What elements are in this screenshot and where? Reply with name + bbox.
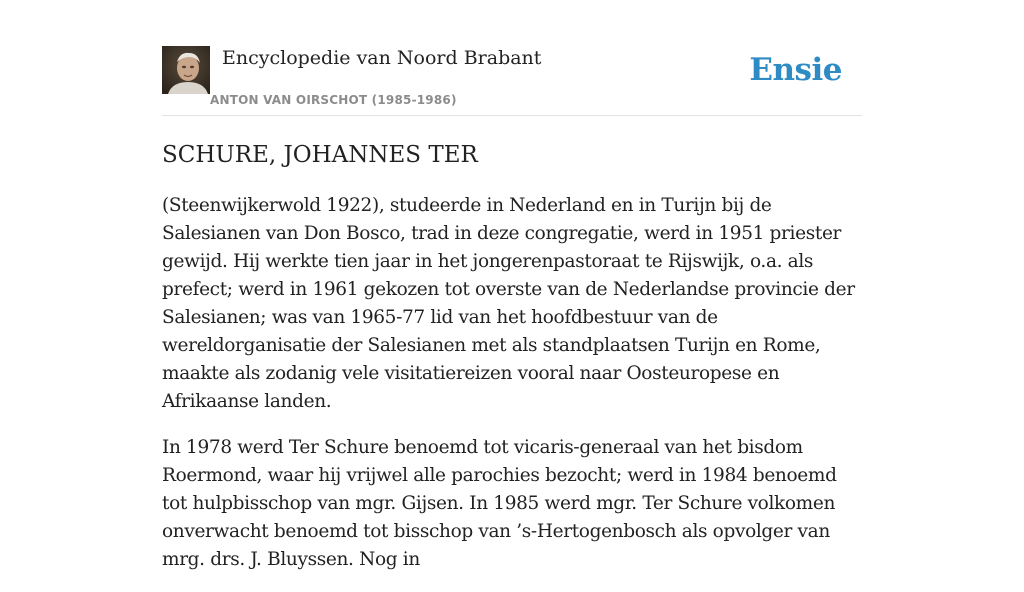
entry-paragraph: In 1978 werd Ter Schure benoemd tot vicaris-generaal van het bisdom Roermond, waar hij vrijwel alle parochies bezocht; werd in 1984 benoemd tot hulpbisschop van mgr. Gijsen. In 1985 werd mgr. Ter Schure volkomen onverwacht benoemd tot bisschop van ’s-Hertogenbosch als opvolger van mrg. drs. J. Bluyssen. Nog in [162, 437, 837, 570]
entry-content [162, 138, 862, 592]
entry-title: SCHURE, JOHANNES TER [162, 142, 478, 168]
author-portrait-icon [162, 46, 210, 94]
book-header [162, 46, 862, 116]
ensie-logo[interactable]: Ensie [749, 52, 842, 88]
book-title[interactable]: Encyclopedie van Noord Brabant [222, 47, 542, 69]
author-name[interactable]: ANTON VAN OIRSCHOT (1985-1986) [210, 93, 457, 107]
entry-paragraph: (Steenwijkerwold 1922), studeerde in Nederland en in Turijn bij de Salesianen van Don Bosco, trad in deze congregatie, werd in 1951 priester gewijd. Hij werkte tien jaar in het jongerenpastoraat te Rijswijk, o.a. als prefect; werd in 1961 gekozen tot overste van de Nederlandse provincie der Salesianen; was van 1965-77 lid van het hoofdbestuur van de wereldorganisatie der Salesianen met als standplaatsen Turijn en Rome, maakte als zodanig vele visitatiereizen vooral naar Oosteuropese en Afrikaanse landen. [162, 195, 855, 412]
author-avatar[interactable] [162, 46, 210, 94]
